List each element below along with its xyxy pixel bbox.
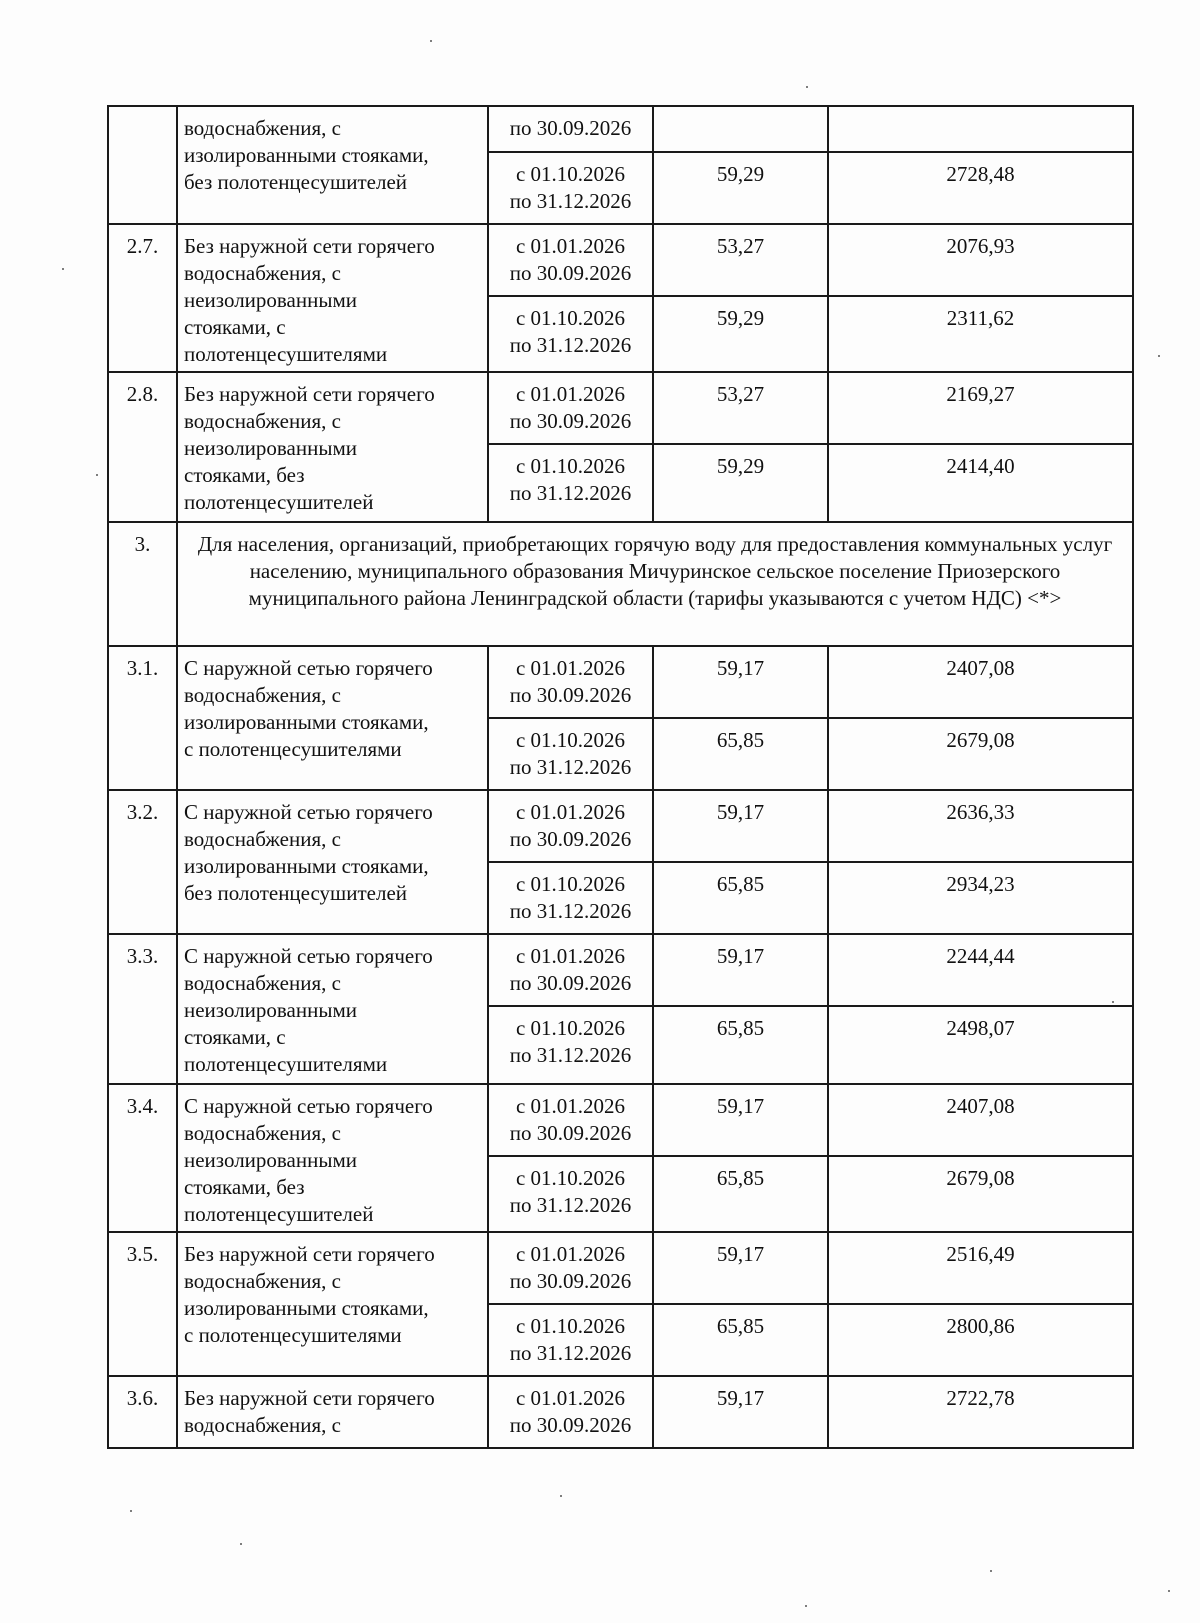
table-row — [108, 790, 1133, 862]
description-line: без полотенцесушителей — [184, 881, 408, 905]
tariff-value-2: 2076,93 — [946, 234, 1015, 258]
tariff-value-1-cell — [653, 1006, 828, 1084]
period-line: с 01.10.2026 — [515, 1166, 626, 1190]
tariff-value-1-cell — [653, 106, 828, 152]
description-line: полотенцесушителей — [184, 1202, 374, 1226]
row-number: 2.8. — [126, 382, 159, 406]
tariff-value-2-cell — [828, 1232, 1133, 1304]
tariff-value-1-cell — [653, 372, 828, 444]
description-line: С наружной сетью горячего — [184, 1094, 433, 1118]
period-line: с 01.10.2026 — [515, 728, 626, 752]
period-line: по 31.12.2026 — [509, 755, 632, 779]
period-line: по 31.12.2026 — [509, 333, 632, 357]
tariff-value-1: 59,17 — [716, 656, 765, 680]
description-line: полотенцесушителей — [184, 490, 374, 514]
tariff-value-2: 2800,86 — [946, 1314, 1015, 1338]
tariff-value-1-cell — [653, 152, 828, 224]
period-cell — [488, 862, 653, 934]
description-line: неизолированными — [184, 1148, 357, 1172]
period-line: по 30.09.2026 — [509, 1269, 632, 1293]
description-cell — [177, 1376, 488, 1448]
tariff-value-1-cell — [653, 444, 828, 522]
tariff-value-1: 59,29 — [716, 306, 765, 330]
tariff-value-2: 2934,23 — [946, 872, 1015, 896]
period-line: с 01.10.2026 — [515, 454, 626, 478]
period-line: по 31.12.2026 — [509, 481, 632, 505]
description-line: изолированными стояками, — [184, 143, 429, 167]
period-line: по 30.09.2026 — [509, 116, 632, 140]
tariff-value-2: 2679,08 — [946, 1166, 1015, 1190]
tariff-value-2-cell — [828, 1376, 1133, 1448]
period-line: с 01.10.2026 — [515, 872, 626, 896]
tariff-value-2-cell — [828, 444, 1133, 522]
description-line: стояками, без — [184, 1175, 305, 1199]
description-line: С наружной сетью горячего — [184, 944, 433, 968]
tariff-value-2-cell — [828, 1006, 1133, 1084]
period-line: с 01.10.2026 — [515, 162, 626, 186]
period-cell — [488, 718, 653, 790]
description-cell — [177, 934, 488, 1084]
table-row — [108, 646, 1133, 718]
tariff-value-2-cell — [828, 934, 1133, 1006]
row-number: 3.6. — [126, 1386, 159, 1410]
description-line: водоснабжения, с — [184, 1269, 341, 1293]
section-row — [108, 522, 1133, 646]
tariff-value-2-cell — [828, 296, 1133, 372]
period-line: с 01.01.2026 — [515, 382, 626, 406]
row-number: 3.5. — [126, 1242, 159, 1266]
period-cell — [488, 790, 653, 862]
description-line: С наружной сетью горячего — [184, 656, 433, 680]
table-row — [108, 934, 1133, 1006]
period-cell — [488, 106, 653, 152]
period-cell — [488, 1006, 653, 1084]
period-line: с 01.10.2026 — [515, 1016, 626, 1040]
description-line: водоснабжения, с — [184, 261, 341, 285]
period-line: по 30.09.2026 — [509, 683, 632, 707]
tariff-value-1-cell — [653, 934, 828, 1006]
tariff-value-1-cell — [653, 224, 828, 296]
tariff-value-1-cell — [653, 646, 828, 718]
description-line: с полотенцесушителями — [184, 737, 402, 761]
section-title: Для населения, организаций, приобретающих горячую воду для предоставления коммунальных услуг населению, муниципального образования Мичуринское сельское поселение Приозерского муниципального района Ленинградской области (тарифы указываются с учетом НДС) <*> — [197, 532, 1113, 610]
description-line: водоснабжения, с — [184, 409, 341, 433]
description-cell — [177, 372, 488, 522]
description-line: стояками, без — [184, 463, 305, 487]
tariff-value-2-cell — [828, 862, 1133, 934]
tariff-value-1: 53,27 — [716, 234, 765, 258]
tariff-value-1: 65,85 — [716, 1016, 765, 1040]
row-number-cell — [108, 106, 177, 224]
period-cell — [488, 1084, 653, 1156]
period-cell — [488, 1232, 653, 1304]
tariff-table — [107, 105, 1134, 1449]
row-number: 3.1. — [126, 656, 159, 680]
tariff-value-1-cell — [653, 1084, 828, 1156]
tariff-value-2: 2636,33 — [946, 800, 1015, 824]
period-cell — [488, 1304, 653, 1376]
description-line: изолированными стояками, — [184, 854, 429, 878]
tariff-value-2: 2244,44 — [946, 944, 1015, 968]
period-cell — [488, 934, 653, 1006]
period-cell — [488, 444, 653, 522]
tariff-value-1: 53,27 — [716, 382, 765, 406]
description-line: неизолированными — [184, 998, 357, 1022]
tariff-value-2-cell — [828, 224, 1133, 296]
tariff-value-1: 65,85 — [716, 728, 765, 752]
description-cell — [177, 224, 488, 372]
period-line: по 31.12.2026 — [509, 1341, 632, 1365]
tariff-value-2: 2728,48 — [946, 162, 1015, 186]
tariff-value-2: 2498,07 — [946, 1016, 1015, 1040]
table-row — [108, 1376, 1133, 1448]
tariff-value-2: 2407,08 — [946, 1094, 1015, 1118]
section-number-cell — [108, 522, 177, 646]
tariff-value-2-cell — [828, 718, 1133, 790]
row-number: 2.7. — [126, 234, 159, 258]
period-line: по 31.12.2026 — [509, 189, 632, 213]
row-number-cell — [108, 934, 177, 1084]
tariff-table-body — [108, 106, 1133, 1448]
tariff-value-1-cell — [653, 1156, 828, 1232]
period-line: с 01.01.2026 — [515, 1386, 626, 1410]
tariff-value-1: 59,17 — [716, 1386, 765, 1410]
period-cell — [488, 646, 653, 718]
tariff-value-1-cell — [653, 790, 828, 862]
tariff-value-2-cell — [828, 152, 1133, 224]
row-number: 3.3. — [126, 944, 159, 968]
description-line: водоснабжения, с — [184, 971, 341, 995]
table-row — [108, 106, 1133, 152]
tariff-value-2-cell — [828, 372, 1133, 444]
description-line: водоснабжения, с — [184, 1413, 341, 1437]
description-line: водоснабжения, с — [184, 683, 341, 707]
period-line: с 01.10.2026 — [515, 1314, 626, 1338]
description-line: Без наружной сети горячего — [184, 1242, 435, 1266]
table-row — [108, 1232, 1133, 1304]
period-line: по 30.09.2026 — [509, 409, 632, 433]
description-line: без полотенцесушителей — [184, 170, 408, 194]
period-cell — [488, 224, 653, 296]
table-row — [108, 224, 1133, 296]
description-line: с полотенцесушителями — [184, 1323, 402, 1347]
row-number-cell — [108, 646, 177, 790]
period-line: по 31.12.2026 — [509, 899, 632, 923]
section-title-cell — [177, 522, 1133, 646]
row-number-cell — [108, 224, 177, 372]
tariff-value-1-cell — [653, 862, 828, 934]
tariff-value-2: 2679,08 — [946, 728, 1015, 752]
section-number: 3. — [134, 532, 151, 556]
tariff-value-2-cell — [828, 1304, 1133, 1376]
description-cell — [177, 106, 488, 224]
period-cell — [488, 1156, 653, 1232]
tariff-value-2-cell — [828, 1156, 1133, 1232]
period-line: с 01.01.2026 — [515, 234, 626, 258]
tariff-value-2: 2407,08 — [946, 656, 1015, 680]
description-line: полотенцесушителями — [184, 342, 388, 366]
period-line: по 31.12.2026 — [509, 1193, 632, 1217]
period-cell — [488, 1376, 653, 1448]
period-cell — [488, 296, 653, 372]
tariff-value-2: 2516,49 — [946, 1242, 1015, 1266]
period-cell — [488, 372, 653, 444]
description-line: водоснабжения, с — [184, 827, 341, 851]
tariff-value-1-cell — [653, 1376, 828, 1448]
tariff-value-1: 59,17 — [716, 944, 765, 968]
tariff-value-1: 59,29 — [716, 454, 765, 478]
description-line: Без наружной сети горячего — [184, 1386, 435, 1410]
period-line: по 30.09.2026 — [509, 1121, 632, 1145]
description-line: С наружной сетью горячего — [184, 800, 433, 824]
period-line: по 31.12.2026 — [509, 1043, 632, 1067]
description-cell — [177, 1084, 488, 1232]
period-line: по 30.09.2026 — [509, 1413, 632, 1437]
tariff-value-2: 2722,78 — [946, 1386, 1015, 1410]
description-line: Без наружной сети горячего — [184, 382, 435, 406]
tariff-value-1: 59,17 — [716, 1094, 765, 1118]
period-line: по 30.09.2026 — [509, 261, 632, 285]
description-line: стояками, с — [184, 315, 286, 339]
description-line: неизолированными — [184, 288, 357, 312]
period-line: с 01.01.2026 — [515, 656, 626, 680]
row-number-cell — [108, 790, 177, 934]
period-line: с 01.10.2026 — [515, 306, 626, 330]
tariff-value-2: 2311,62 — [946, 306, 1015, 330]
row-number-cell — [108, 1376, 177, 1448]
row-number-cell — [108, 372, 177, 522]
tariff-value-2-cell — [828, 106, 1133, 152]
period-line: по 30.09.2026 — [509, 971, 632, 995]
tariff-value-1: 59,17 — [716, 1242, 765, 1266]
description-cell — [177, 790, 488, 934]
tariff-value-2-cell — [828, 790, 1133, 862]
tariff-value-1-cell — [653, 1304, 828, 1376]
tariff-value-1: 65,85 — [716, 1166, 765, 1190]
period-line: с 01.01.2026 — [515, 1094, 626, 1118]
row-number-cell — [108, 1084, 177, 1232]
period-cell — [488, 152, 653, 224]
tariff-value-1-cell — [653, 1232, 828, 1304]
tariff-value-1-cell — [653, 718, 828, 790]
description-line: изолированными стояками, — [184, 1296, 429, 1320]
period-line: с 01.01.2026 — [515, 1242, 626, 1266]
table-row — [108, 372, 1133, 444]
description-line: водоснабжения, с — [184, 1121, 341, 1145]
tariff-value-2-cell — [828, 646, 1133, 718]
description-cell — [177, 1232, 488, 1376]
description-line: изолированными стояками, — [184, 710, 429, 734]
description-line: водоснабжения, с — [184, 116, 341, 140]
tariff-value-1: 65,85 — [716, 1314, 765, 1338]
table-row — [108, 1084, 1133, 1156]
tariff-value-2: 2169,27 — [946, 382, 1015, 406]
tariff-value-2: 2414,40 — [946, 454, 1015, 478]
period-line: с 01.01.2026 — [515, 944, 626, 968]
description-line: Без наружной сети горячего — [184, 234, 435, 258]
tariff-value-1: 65,85 — [716, 872, 765, 896]
tariff-value-2-cell — [828, 1084, 1133, 1156]
description-line: полотенцесушителями — [184, 1052, 388, 1076]
tariff-value-1: 59,17 — [716, 800, 765, 824]
description-cell — [177, 646, 488, 790]
row-number: 3.2. — [126, 800, 159, 824]
tariff-value-1-cell — [653, 296, 828, 372]
description-line: стояками, с — [184, 1025, 286, 1049]
period-line: по 30.09.2026 — [509, 827, 632, 851]
description-line: неизолированными — [184, 436, 357, 460]
row-number-cell — [108, 1232, 177, 1376]
tariff-value-1: 59,29 — [716, 162, 765, 186]
row-number: 3.4. — [126, 1094, 159, 1118]
period-line: с 01.01.2026 — [515, 800, 626, 824]
